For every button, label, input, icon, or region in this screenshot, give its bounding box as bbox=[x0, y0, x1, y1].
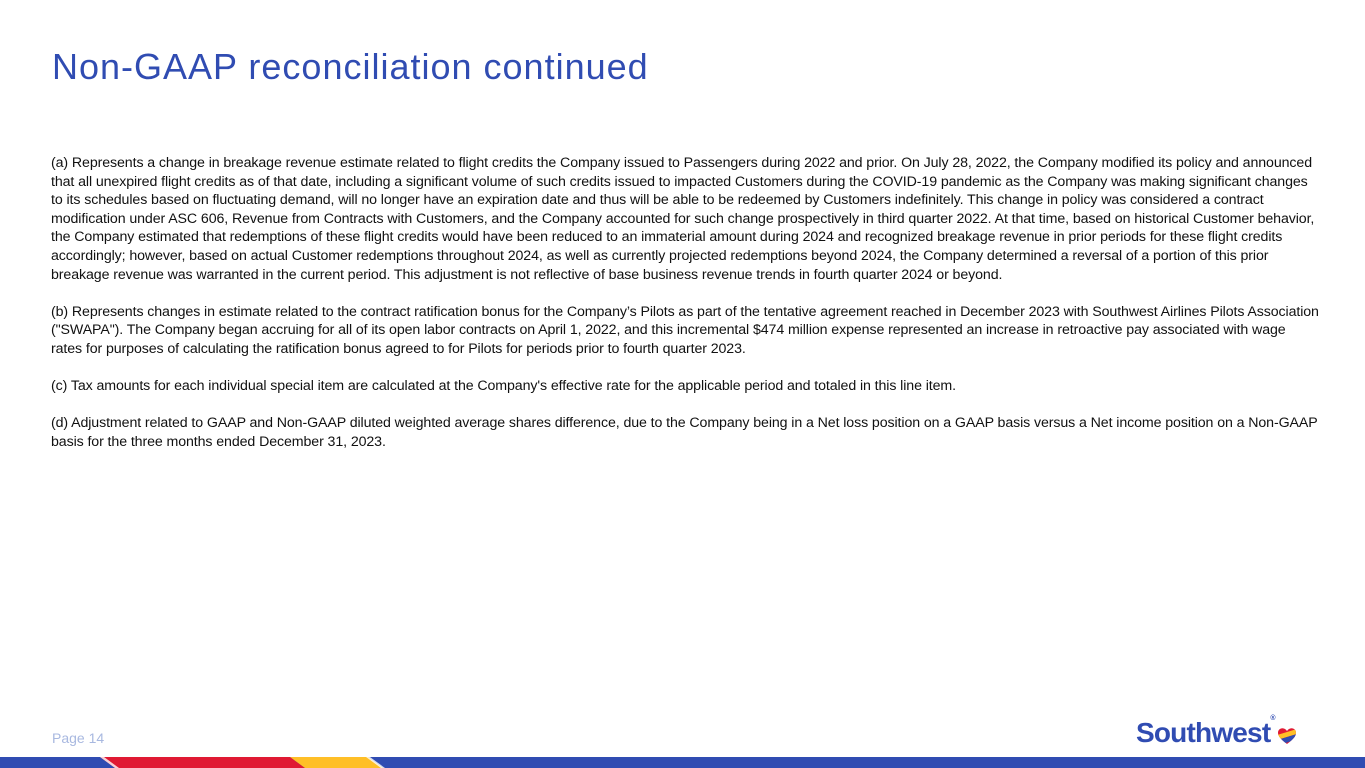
slide-title: Non-GAAP reconciliation continued bbox=[52, 46, 649, 87]
footnote-b: (b) Represents changes in estimate related to the contract ratification bonus for the Company’s Pilots as part of the tentative agreement reached in December 2023 with Southwest Airlines Pilots Association ("SWAPA"). The Company began accruing for all of its open labor contracts on April 1, 2022, and this incremental $474 million expense represented an increase in retroactive pay associated with wage rates for purposes of calculating the ratification bonus agreed to for Pilots for periods prior to fourth quarter 2023. bbox=[51, 303, 1319, 357]
footnote-a: (a) Represents a change in breakage revenue estimate related to flight credits the Company issued to Passengers during 2022 and prior. On July 28, 2022, the Company modified its policy and announced that all unexpired flight credits as of that date, including a significant volume of such credits issued to impacted Customers during the COVID-19 pandemic as the Company was making significant changes to its schedules based on fluctuating demand, will no longer have an expiration date and thus will be able to be redeemed by Customers indefinitely. This change in policy was considered a contract modification under ASC 606, Revenue from Contracts with Customers, and the Company accounted for such change prospectively in third quarter 2022. At that time, based on historical Customer behavior, the Company estimated that redemptions of these flight credits would have been reduced to an immaterial amount during 2024 and recognized breakage revenue in prior periods for these flight credits accordingly; however, based on actual Customer redemptions throughout 2024, as well as currently projected redemptions beyond 2024, the Company determined a reversal of a portion of this prior breakage revenue was warranted in the current period. This adjustment is not reflective of base business revenue trends in fourth quarter 2024 or beyond. bbox=[51, 155, 1315, 283]
logo-wordmark bbox=[1136, 717, 1275, 749]
footnote-c: (c) Tax amounts for each individual special item are calculated at the Company's effective rate for the applicable period and totaled in this line item. bbox=[51, 378, 956, 395]
footer-stripe bbox=[0, 757, 1365, 768]
heart-icon bbox=[1277, 726, 1297, 746]
footnotes bbox=[51, 154, 1319, 470]
page-number: Page 14 bbox=[52, 730, 105, 746]
footnote-d: (d) Adjustment related to GAAP and Non-GAAP diluted weighted average shares difference, due to the Company being in a Net loss position on a GAAP basis versus a Net income position on a Non-GAAP basis for the three months ended December 31, 2023. bbox=[51, 415, 1318, 450]
southwest-logo bbox=[1136, 713, 1297, 753]
logo-text: Southwest bbox=[1136, 717, 1271, 748]
registered-mark: ® bbox=[1270, 715, 1275, 722]
